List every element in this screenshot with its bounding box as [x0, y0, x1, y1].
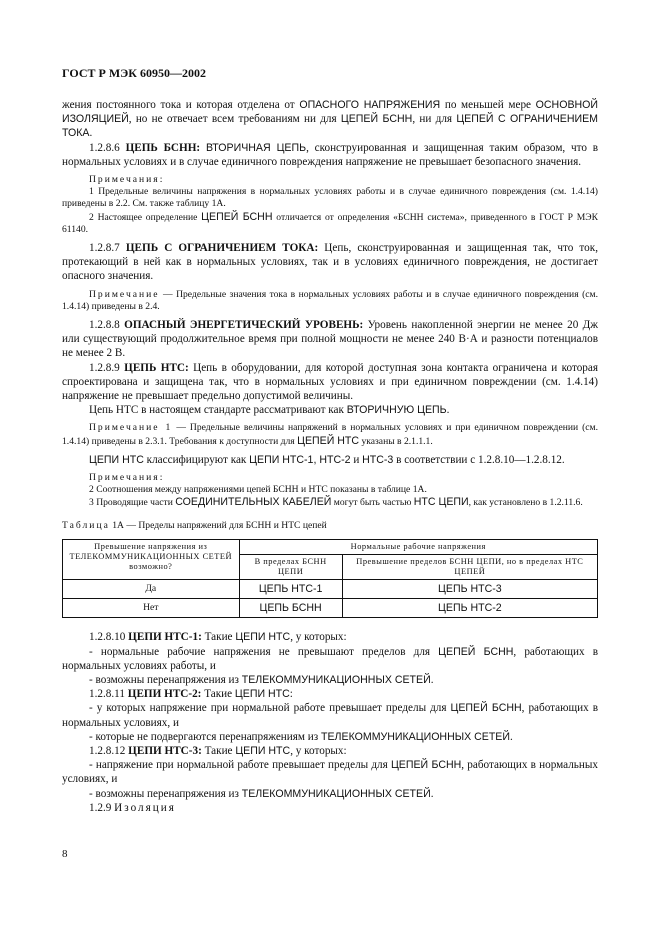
table-header-cell: Нормальные рабочие напряжения: [239, 539, 597, 554]
table-row: [63, 579, 598, 598]
note: Примечание 1 — Предельные величины напряжений в нормальных условиях и при единичном повреждении (см. 1.4.14) приведены в 2.3.1. Требования к доступности для ЦЕПЕЙ НТС указаны в 2.1.1.1.: [62, 422, 598, 447]
table-cell: Да: [63, 579, 240, 598]
note-line: 2 Соотношения между напряжениями цепей БСНН и НТС показаны в таблице 1А.: [89, 484, 427, 496]
note-line: 1 Предельные величины напряжения в нормальных условиях работы и в случае единичного повреждения (см. 1.4.14) приведены в 2.2. См. также таблицу 1А.: [62, 186, 598, 210]
list-item: - возможны перенапряжения из ТЕЛЕКОММУНИКАЦИОННЫХ СЕТЕЙ.: [89, 673, 434, 686]
paragraph: Цепь НТС в настоящем стандарте рассматривают как ВТОРИЧНУЮ ЦЕПЬ.: [89, 404, 450, 417]
list-item: - напряжение при нормальной работе превышает пределы для ЦЕПЕЙ БСНН, работающих в нормальных условиях, и: [62, 759, 598, 786]
table-caption: Таблица 1А — Пределы напряжений для БСНН и НТС цепей: [62, 519, 327, 531]
clause-1-2-9: 1.2.9 Изоляция: [89, 801, 176, 814]
clause-1-2-8-9: 1.2.8.9 ЦЕПЬ НТС: Цепь в оборудовании, для которой доступная зона контакта ограничена и которая спроектирована и защищена так, что в нормальных условиях и при единичном повреждении (см. 1.4.14) напряжение не превышает предельно допустимой величины.: [62, 361, 599, 403]
clause-1-2-8-11: 1.2.8.11 ЦЕПИ НТС-2: Такие ЦЕПИ НТС:: [89, 688, 293, 701]
table-cell: ЦЕПЬ НТС-1: [239, 579, 342, 598]
table-header-cell: Превышение напряжения из ТЕЛЕКОММУНИКАЦИОННЫХ СЕТЕЙ возможно?: [63, 539, 240, 579]
table-header-cell: В пределах БСНН ЦЕПИ: [239, 554, 342, 579]
notes-heading: Примечания:: [89, 174, 165, 186]
clause-1-2-8-7: 1.2.8.7 ЦЕПЬ С ОГРАНИЧЕНИЕМ ТОКА: Цепь, сконструированная и защищенная так, что ток, протекающий в ней как в нормальных условиях, так и в условиях единичного повреждения, не достигает опасного значения.: [62, 242, 598, 283]
list-item: - возможны перенапряжения из ТЕЛЕКОММУНИКАЦИОННЫХ СЕТЕЙ.: [89, 787, 434, 800]
table-cell: ЦЕПЬ БСНН: [239, 599, 342, 618]
clause-1-2-8-10: 1.2.8.10 ЦЕПИ НТС-1: Такие ЦЕПИ НТС, у которых:: [89, 631, 347, 644]
list-item: - у которых напряжение при нормальной работе превышает пределы для ЦЕПЕЙ БСНН, работающих в нормальных условиях, и: [62, 702, 598, 729]
page-header: ГОСТ Р МЭК 60950—2002: [62, 66, 206, 80]
table-row: [63, 599, 598, 618]
table-cell: Нет: [63, 599, 240, 618]
voltage-limits-table: [62, 539, 598, 618]
table-header-cell: Превышение пределов БСНН ЦЕПИ, но в пределах НТС ЦЕПЕЙ: [342, 554, 597, 579]
table-cell: ЦЕПЬ НТС-3: [342, 579, 597, 598]
page-number: 8: [62, 848, 68, 860]
paragraph: ЦЕПИ НТС классифицируют как ЦЕПИ НТС-1, НТС-2 и НТС-3 в соответствии с 1.2.8.10—1.2.8.12.: [89, 453, 565, 466]
note-line: 3 Проводящие части СОЕДИНИТЕЛЬНЫХ КАБЕЛЕЙ могут быть частью НТС ЦЕПИ, как установлено в 1.2.11.6.: [89, 496, 583, 509]
paragraph-continuation: жения постоянного тока и которая отделена от ОПАСНОГО НАПРЯЖЕНИЯ по меньшей мере ОСНОВНОЙ ИЗОЛЯЦИЕЙ, но не отвечает всем требованиям ни для ЦЕПЕЙ БСНН, ни для ЦЕПЕЙ С ОГРАНИЧЕНИЕМ ТОКА.: [62, 99, 599, 140]
clause-1-2-8-12: 1.2.8.12 ЦЕПИ НТС-3: Такие ЦЕПИ НТС, у которых:: [89, 744, 347, 757]
clause-1-2-8-6: 1.2.8.6 ЦЕПЬ БСНН: ВТОРИЧНАЯ ЦЕПЬ, сконструированная и защищенная таким образом, что в нормальных условиях и в случае единичного повреждения напряжение не превышает безопасного значения.: [62, 141, 599, 168]
clause-1-2-8-8: 1.2.8.8 ОПАСНЫЙ ЭНЕРГЕТИЧЕСКИЙ УРОВЕНЬ: Уровень накопленной энергии не менее 20 Дж или существующий продолжительное время при полной мощности не менее 240 В·А и разности потенциалов не менее 2 В.: [62, 319, 599, 360]
list-item: - нормальные рабочие напряжения не превышают пределов для ЦЕПЕЙ БСНН, работающих в нормальных условиях работы, и: [62, 645, 598, 672]
table-cell: ЦЕПЬ НТС-2: [342, 599, 597, 618]
note-line: 2 Настоящее определение ЦЕПЕЙ БСНН отличается от определения «БСНН система», приведенного в ГОСТ Р МЭК 61140.: [62, 210, 598, 235]
notes-heading: Примечания:: [89, 472, 165, 484]
list-item: - которые не подвергаются перенапряжениям из ТЕЛЕКОММУНИКАЦИОННЫХ СЕТЕЙ.: [89, 730, 513, 743]
page-body: [62, 98, 598, 815]
note: Примечание — Предельные значения тока в нормальных условиях работы и в случае единичного повреждения (см. 1.4.14) приведены в 2.4.: [62, 288, 598, 312]
